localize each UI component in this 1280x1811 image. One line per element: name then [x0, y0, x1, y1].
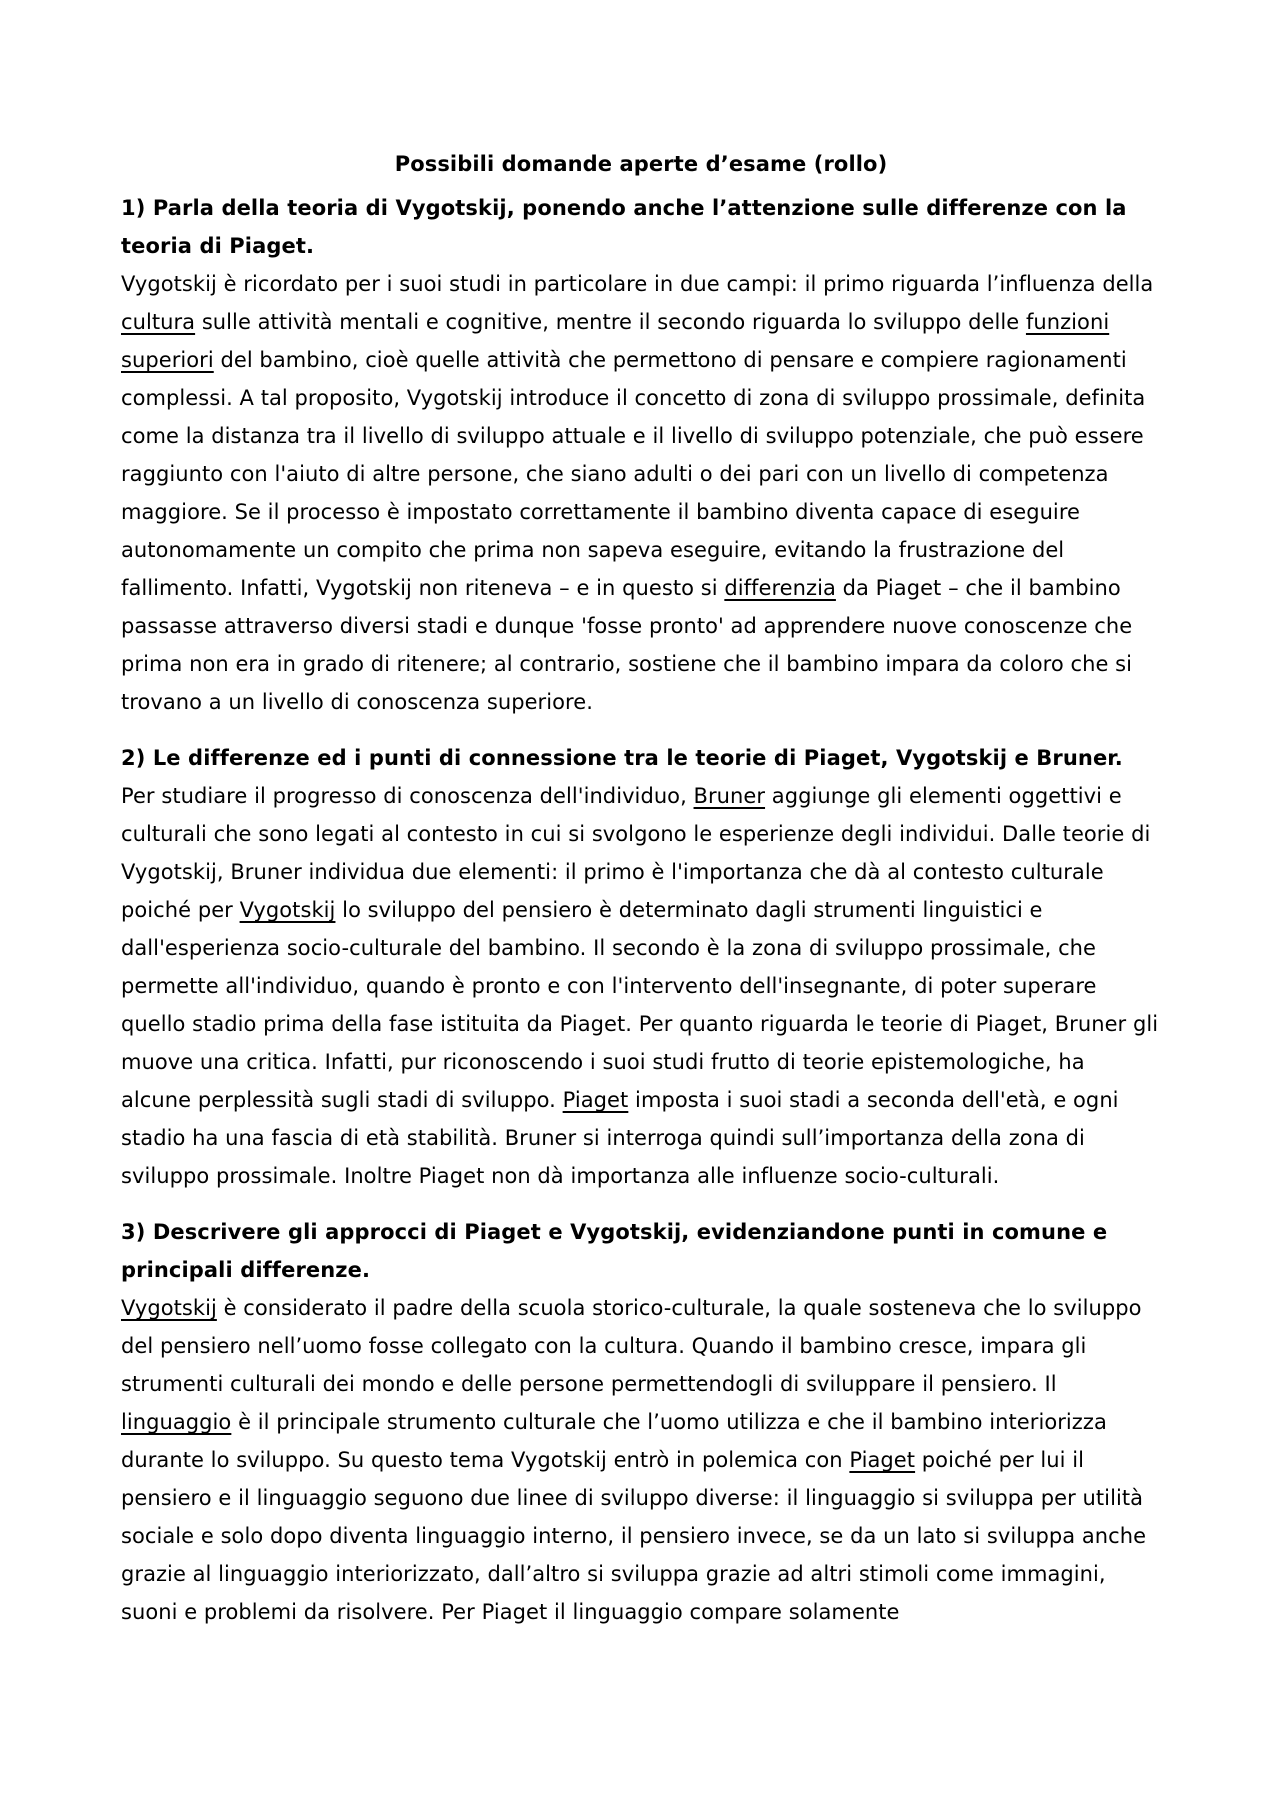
- answer-text: del bambino, cioè quelle attività che permettono di pensare e compiere ragionamenti complessi. A tal proposito, Vygotskij introduce il concetto di zona di sviluppo prossimale, definita come la distanza tra il livello di sviluppo attuale e il livello di sviluppo potenziale, che può essere raggiunto con l'aiuto di altre persone, che siano adulti o dei pari con un livello di competenza maggiore. Se il processo è impostato correttamente il bambino diventa capace di eseguire autonomamente un compito che prima non sapeva eseguire, evitando la frustrazione del fallimento. Infatti, Vygotskij non riteneva – e in questo si: [121, 348, 1146, 600]
- underlined-term: cultura: [121, 310, 196, 334]
- answer-text: è considerato il padre della scuola storico-culturale, la quale sosteneva che lo sviluppo del pensiero nell’uomo fosse collegato con la cultura. Quando il bambino cresce, impara gli strumenti culturali dei mondo e delle persone permettendogli di sviluppare il pensiero. Il: [121, 1296, 1142, 1396]
- answer-text: Per studiare il progresso di conoscenza dell'individuo,: [121, 784, 694, 808]
- question-3: 3) Descrivere gli approcci di Piaget e Vygotskij, evidenziandone punti in comune e principali differenze.: [121, 1220, 1108, 1282]
- answer-text: da Piaget – che il bambino passasse attraverso diversi stadi e dunque 'fosse pronto' ad apprendere nuove conoscenze che prima non era in grado di ritenere; al contrario, sostiene che il bambino impara da coloro che si trovano a un livello di conoscenza superiore.: [121, 576, 1133, 714]
- underlined-term: Bruner: [693, 784, 766, 808]
- underlined-term: linguaggio: [121, 1410, 232, 1434]
- page-title: Possibili domande aperte d’esame (rollo): [394, 152, 888, 176]
- answer-1: [121, 265, 1161, 721]
- document-page: [121, 148, 1161, 1649]
- underlined-term: differenzia: [724, 576, 836, 600]
- answer-2: [121, 777, 1161, 1195]
- answer-text: sulle attività mentali e cognitive, mentre il secondo riguarda lo sviluppo delle: [195, 310, 1026, 334]
- answer-text: è il principale strumento culturale che l’uomo utilizza e che il bambino interiorizza durante lo sviluppo. Su questo tema Vygotskij entrò in polemica con: [121, 1410, 1107, 1472]
- question-1: 1) Parla della teoria di Vygotskij, ponendo anche l’attenzione sulle differenze con la teoria di Piaget.: [121, 196, 1127, 258]
- underlined-term: Vygotskij: [121, 1296, 217, 1320]
- answer-text: Vygotskij è ricordato per i suoi studi in particolare in due campi: il primo riguarda l’influenza della: [121, 272, 1154, 296]
- underlined-term: Piaget: [849, 1448, 916, 1472]
- answer-text: aggiunge gli elementi oggettivi e culturali che sono legati al contesto in cui si svolgono le esperienze degli individui. Dalle teorie di Vygotskij, Bruner individua due elementi: il primo è l'importanza che dà al contesto culturale poiché per: [121, 784, 1151, 922]
- underlined-term: Piaget: [562, 1088, 629, 1112]
- answer-text: poiché per lui il pensiero e il linguaggio seguono due linee di sviluppo diverse: il linguaggio si sviluppa per utilità sociale e solo dopo diventa linguaggio interno, il pensiero invece, se da un lato si sviluppa anche grazie al linguaggio interiorizzato, dall’altro si sviluppa grazie ad altri stimoli come immagini, suoni e problemi da risolvere. Per Piaget il linguaggio compare solamente: [121, 1448, 1147, 1624]
- underlined-term: Vygotskij: [239, 898, 336, 922]
- answer-3: [121, 1289, 1161, 1631]
- underlined-term: funzioni superiori: [121, 310, 1110, 372]
- question-2: 2) Le differenze ed i punti di connessione tra le teorie di Piaget, Vygotskij e Bruner.: [121, 746, 1123, 770]
- answer-text: imposta i suoi stadi a seconda dell'età, e ogni stadio ha una fascia di età stabilità. Bruner si interroga quindi sull’importanza della zona di sviluppo prossimale. Inoltre Piaget non dà importanza alle influenze socio-culturali.: [121, 1088, 1119, 1188]
- answer-text: lo sviluppo del pensiero è determinato dagli strumenti linguistici e dall'esperienza socio-culturale del bambino. Il secondo è la zona di sviluppo prossimale, che permette all'individuo, quando è pronto e con l'intervento dell'insegnante, di poter superare quello stadio prima della fase istituita da Piaget. Per quanto riguarda le teorie di Piaget, Bruner gli muove una critica. Infatti, pur riconoscendo i suoi studi frutto di teorie epistemologiche, ha alcune perplessità sugli stadi di sviluppo.: [121, 898, 1159, 1112]
